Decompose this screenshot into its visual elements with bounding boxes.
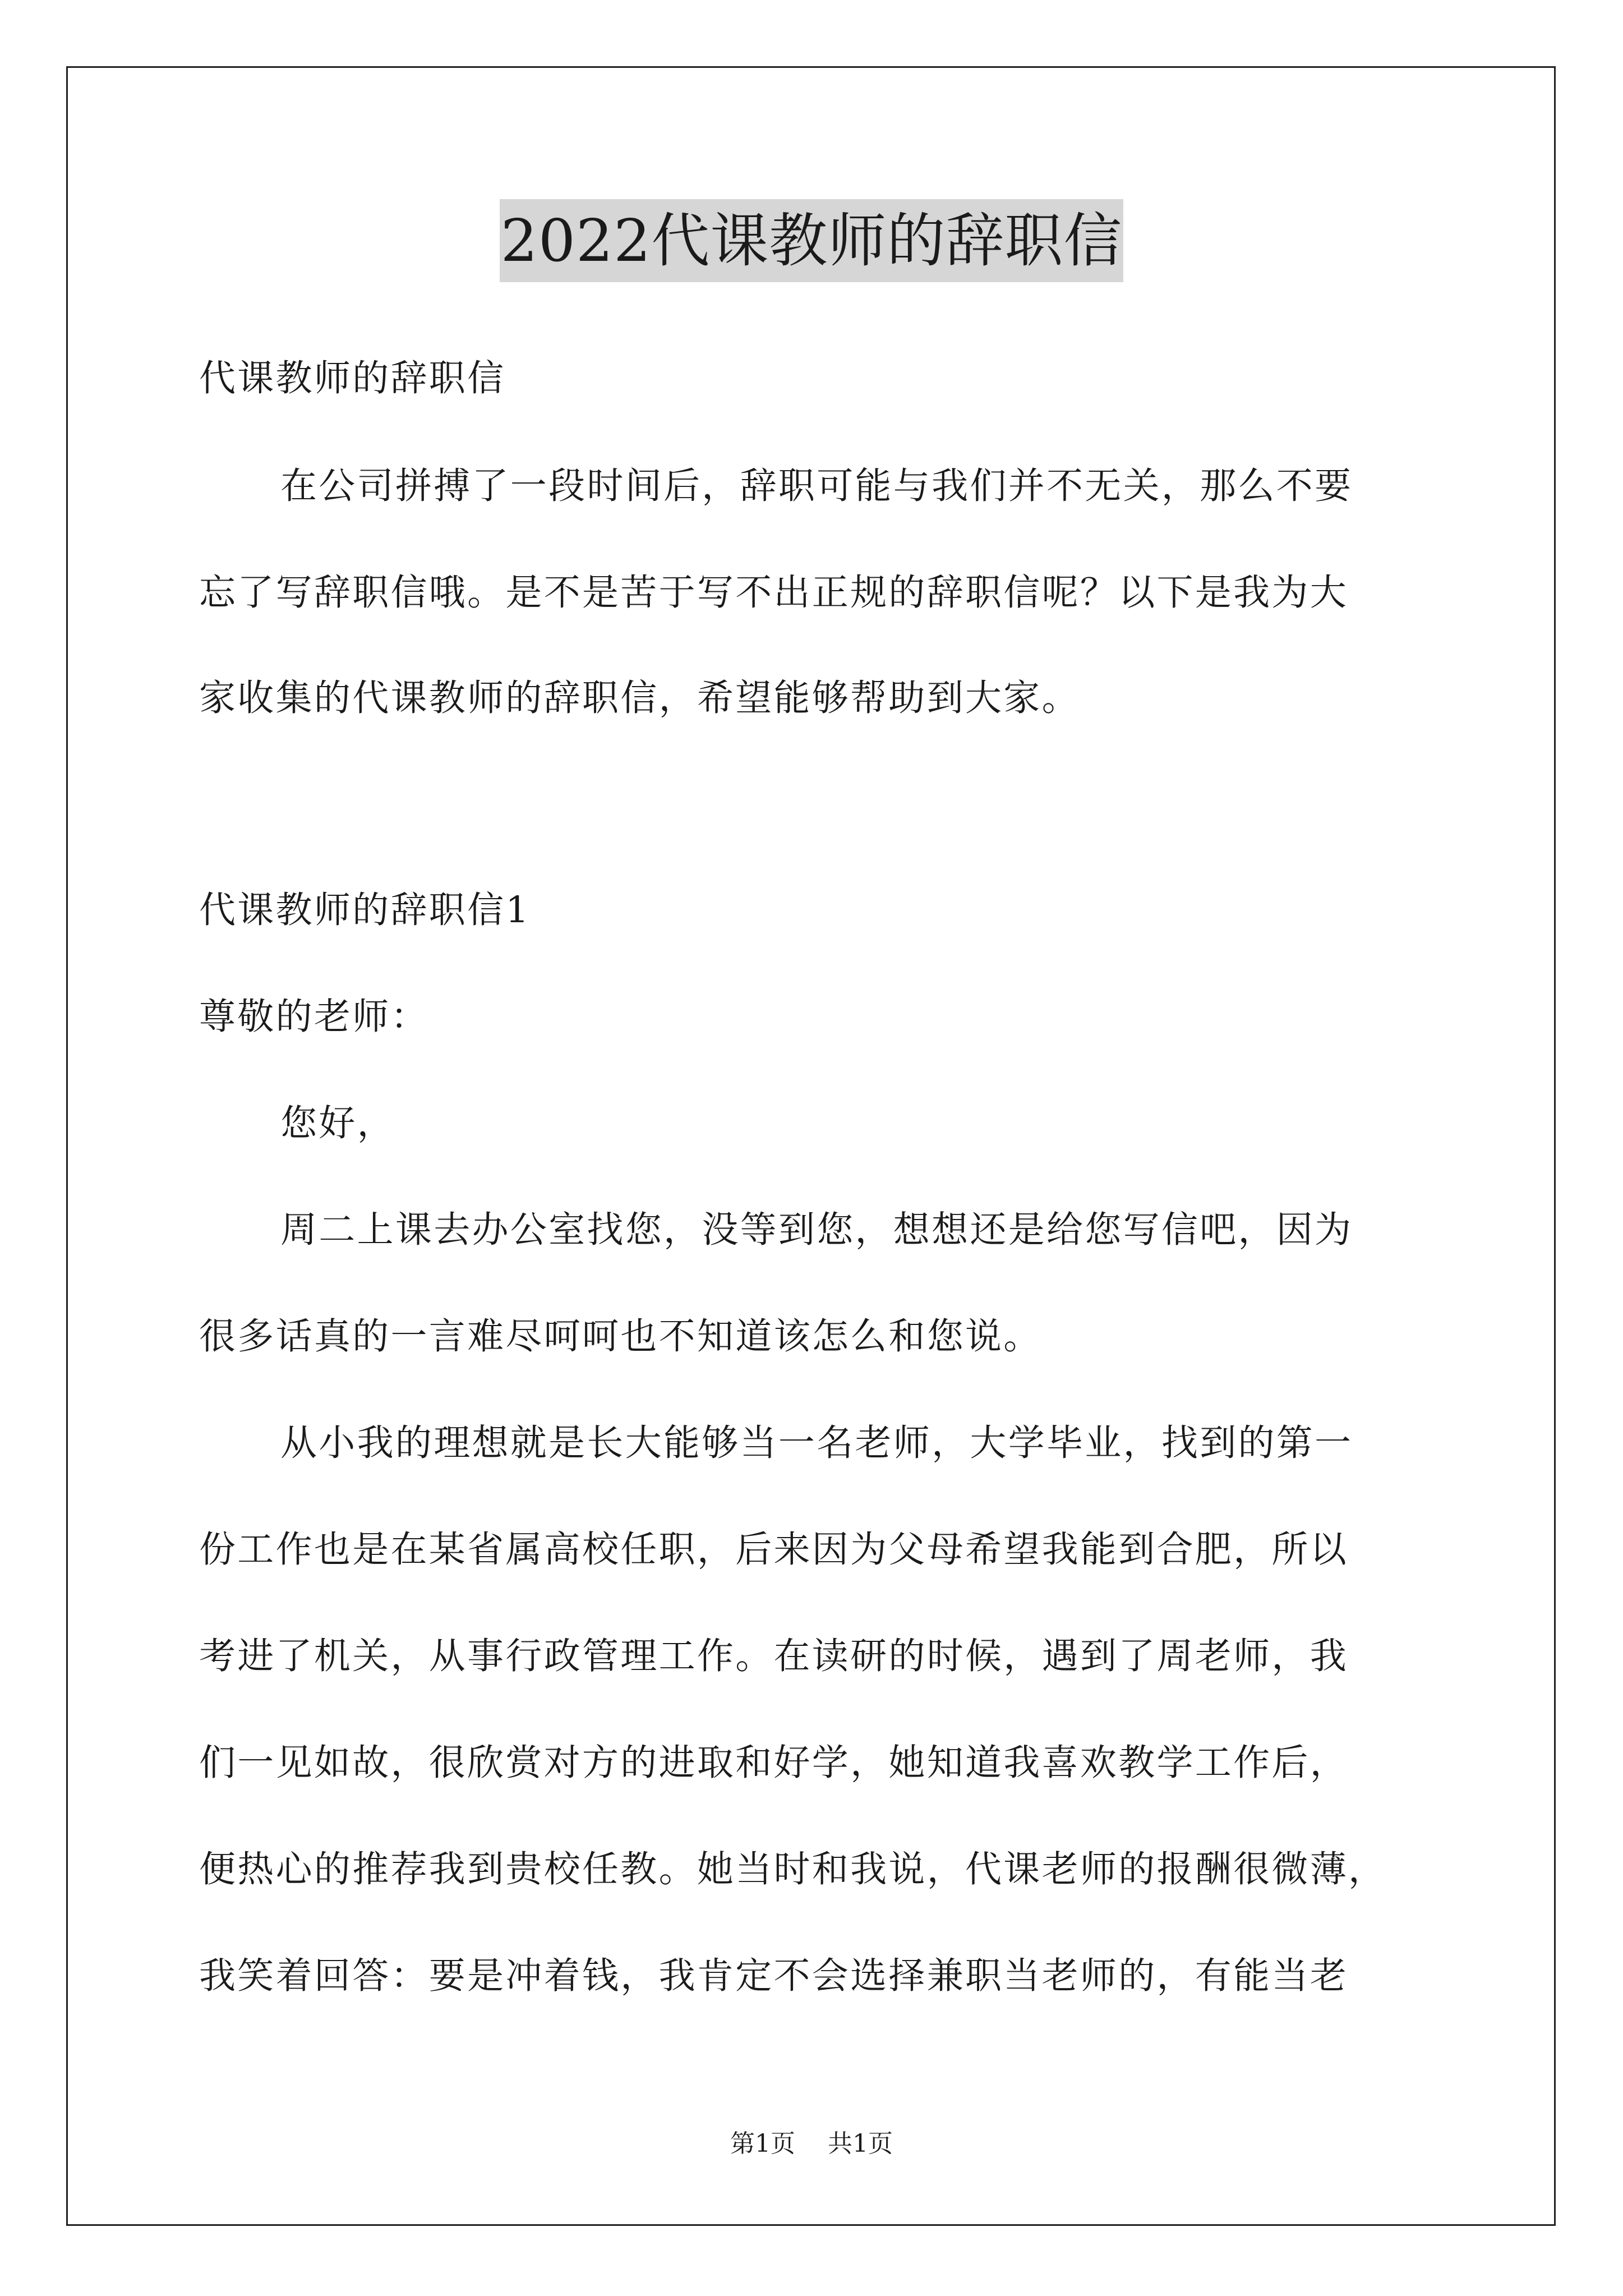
document-title: 2022代课教师的辞职信 xyxy=(500,199,1124,282)
paragraph-line: 们一见如故，很欣赏对方的进取和好学，她知道我喜欢教学工作后， xyxy=(199,1742,1349,1784)
page-number: 第1页 xyxy=(730,2129,795,2158)
title-container xyxy=(0,199,1623,282)
page-footer xyxy=(0,2127,1623,2161)
salutation: 尊敬的老师： xyxy=(199,996,429,1038)
paragraph-line: 在公司拼搏了一段时间后，辞职可能与我们并不无关，那么不要 xyxy=(280,465,1353,507)
page-total: 共1页 xyxy=(828,2129,893,2158)
greeting: 您好， xyxy=(280,1102,395,1144)
paragraph-line: 忘了写辞职信哦。是不是苦于写不出正规的辞职信呢？以下是我为大 xyxy=(199,572,1349,614)
section-heading: 代课教师的辞职信1 xyxy=(199,889,531,931)
paragraph-line: 从小我的理想就是长大能够当一名老师，大学毕业，找到的第一 xyxy=(280,1422,1353,1464)
paragraph-line: 家收集的代课教师的辞职信，希望能够帮助到大家。 xyxy=(199,677,1080,719)
paragraph-line: 考进了机关，从事行政管理工作。在读研的时候，遇到了周老师，我 xyxy=(199,1635,1349,1677)
paragraph-line: 便热心的推荐我到贵校任教。她当时和我说，代课老师的报酬很微薄， xyxy=(199,1848,1387,1890)
paragraph-line: 周二上课去办公室找您，没等到您，想想还是给您写信吧，因为 xyxy=(280,1209,1353,1251)
paragraph-line: 我笑着回答：要是冲着钱，我肯定不会选择兼职当老师的，有能当老 xyxy=(199,1955,1349,1997)
subtitle-line: 代课教师的辞职信 xyxy=(199,357,506,399)
paragraph-line: 份工作也是在某省属高校任职，后来因为父母希望我能到合肥，所以 xyxy=(199,1529,1349,1571)
paragraph-line: 很多话真的一言难尽呵呵也不知道该怎么和您说。 xyxy=(199,1315,1042,1358)
